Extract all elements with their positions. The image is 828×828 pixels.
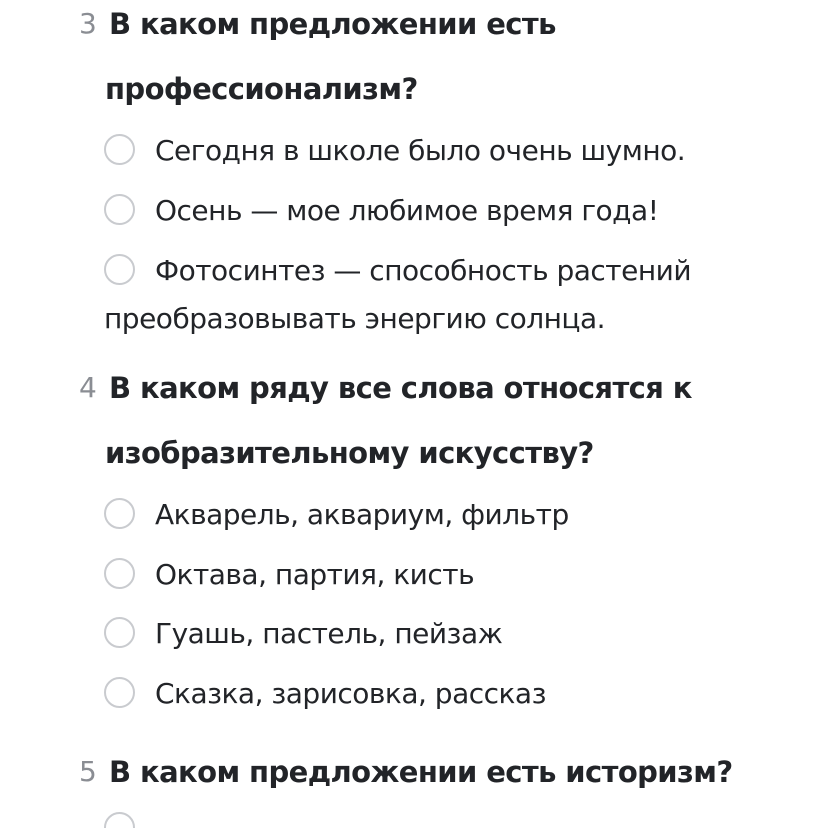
answer-option[interactable]	[104, 805, 794, 828]
option-label: Сказка, зарисовка, рассказ	[155, 677, 546, 710]
radio-button[interactable]	[104, 558, 135, 589]
option-label: Акварель, аквариум, фильтр	[155, 498, 569, 531]
question-title: В каком ряду все слова относятся к изобразительному искусству?	[105, 371, 692, 470]
answer-option[interactable]	[104, 670, 794, 718]
option-label: Фотосинтез — способность растений преобразовывать энергию солнца.	[104, 254, 692, 335]
option-label: Осень — мое любимое время года!	[155, 194, 659, 227]
radio-button[interactable]	[104, 677, 135, 708]
question-title: В каком предложении есть профессионализм?	[105, 7, 556, 106]
radio-button[interactable]	[104, 254, 135, 285]
radio-button[interactable]	[104, 617, 135, 648]
radio-button[interactable]	[104, 812, 135, 828]
answer-option[interactable]	[104, 247, 794, 343]
option-label: Сегодня в школе было очень шумно.	[155, 134, 686, 167]
question-number: 3	[79, 7, 97, 40]
answer-option[interactable]	[104, 187, 794, 235]
option-label: Гуашь, пастель, пейзаж	[155, 617, 503, 650]
radio-button[interactable]	[104, 134, 135, 165]
answer-option[interactable]	[104, 491, 794, 539]
question-title: В каком предложении есть историзм?	[109, 755, 733, 789]
question-number: 5	[79, 755, 97, 788]
radio-button[interactable]	[104, 194, 135, 225]
radio-button[interactable]	[104, 498, 135, 529]
answer-option[interactable]	[104, 551, 794, 599]
question-number: 4	[79, 371, 97, 404]
answer-option[interactable]	[104, 610, 794, 658]
answer-option[interactable]	[104, 127, 794, 175]
option-label: Октава, партия, кисть	[155, 558, 475, 591]
